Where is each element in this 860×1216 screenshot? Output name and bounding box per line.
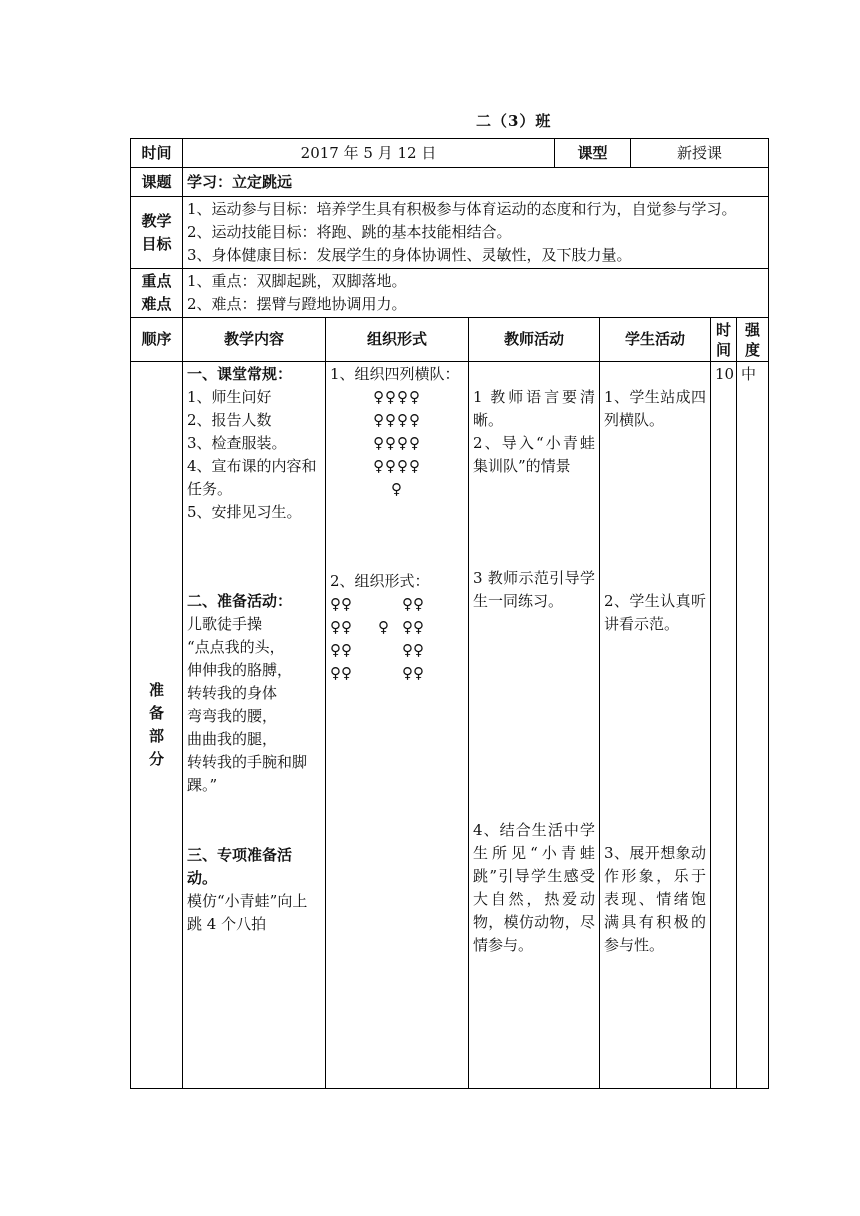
student-column xyxy=(600,362,711,1089)
header-organization: 组织形式 xyxy=(326,318,469,362)
formation-row: ♀♀♀♀ xyxy=(373,457,421,475)
objective-item: 1、运动参与目标：培养学生具有积极参与体育运动的态度和行为，自觉参与学习。 xyxy=(187,200,737,218)
part2-item: 转转我的手腕和脚踝。” xyxy=(187,753,308,794)
intensity-cell: 中 xyxy=(737,362,769,1089)
objectives-label: 教学 目标 xyxy=(131,197,183,269)
objective-item: 2、运动技能目标：将跑、跳的基本技能相结合。 xyxy=(187,223,512,241)
topic-label: 课题 xyxy=(131,168,183,197)
part2-teacher: 3 教师示范引导学生一同练习。 xyxy=(473,569,595,610)
part1-teacher-item: 1 教师语言要清晰。 xyxy=(473,388,595,429)
header-intensity: 强 度 xyxy=(737,318,769,362)
formation-row: ♀♀♀♀ xyxy=(373,388,421,406)
objective-item: 3、身体健康目标：发展学生的身体协调性、灵敏性，及下肢力量。 xyxy=(187,246,632,264)
formation-grid: ♀♀ ♀♀ ♀♀ ♀ ♀♀ ♀♀ ♀♀ ♀♀ ♀♀ xyxy=(330,595,424,682)
header-order: 顺序 xyxy=(131,318,183,362)
header-teacher: 教师活动 xyxy=(469,318,600,362)
part2-item: 儿歌徒手操 xyxy=(187,615,263,633)
part2-item: 弯弯我的腰， xyxy=(187,707,278,725)
key-points-list xyxy=(183,269,769,318)
course-type-label: 课型 xyxy=(555,139,631,168)
part2-item: 伸伸我的胳膊， xyxy=(187,661,293,679)
formation-row: ♀♀♀♀ xyxy=(373,434,421,452)
class-label: 二（3）班 xyxy=(476,112,552,130)
part2-org-title: 2、组织形式： xyxy=(330,572,430,590)
part1-item: 4、宣布课的内容和任务。 xyxy=(187,457,317,498)
part3-teacher: 4、结合生活中学生所见“小青蛙跳”引导学生感受大自然，热爱动物，模仿动物，尽情参与。 xyxy=(473,821,595,954)
topic-value: 学习：立定跳远 xyxy=(183,168,769,197)
teacher-column xyxy=(469,362,600,1089)
time-label: 时间 xyxy=(131,139,183,168)
part3-title: 三、专项准备活动。 xyxy=(187,846,293,887)
part1-title: 一、课堂常规： xyxy=(187,365,293,383)
header-student: 学生活动 xyxy=(600,318,711,362)
organization-column xyxy=(326,362,469,1089)
lesson-plan-table xyxy=(130,138,769,1089)
formation-four-rows xyxy=(330,386,464,501)
formation-teacher: ♀ xyxy=(391,480,403,498)
course-type-value: 新授课 xyxy=(631,139,769,168)
content-column xyxy=(183,362,326,1089)
part1-org-title: 1、组织四列横队： xyxy=(330,365,460,383)
part1-item: 1、师生问好 xyxy=(187,388,272,406)
header-time: 时 间 xyxy=(711,318,737,362)
time-cell: 10 xyxy=(711,362,737,1089)
key-points-label: 重点 难点 xyxy=(131,269,183,318)
header-content: 教学内容 xyxy=(183,318,326,362)
time-value: 2017 年 5 月 12 日 xyxy=(183,139,555,168)
part3-item: 模仿“小青蛙”向上跳 4 个八拍 xyxy=(187,892,308,933)
part2-item: “点点我的头， xyxy=(187,638,285,656)
part2-student: 2、学生认真听讲看示范。 xyxy=(604,592,707,633)
part1-teacher-item: 2、导入“小青蛙集训队”的情景 xyxy=(473,434,595,475)
part2-item: 转转我的身体 xyxy=(187,684,278,702)
key-point-item: 1、重点：双脚起跳，双脚落地。 xyxy=(187,272,407,290)
part3-student: 3、展开想象动作形象，乐于表现、情绪饱满具有积极的参与性。 xyxy=(604,844,707,954)
part1-student: 1、学生站成四列横队。 xyxy=(604,388,707,429)
objectives-list xyxy=(183,197,769,269)
part1-item: 3、检查服装。 xyxy=(187,434,287,452)
section-label: 准 备 部 分 xyxy=(131,362,183,1089)
part1-item: 2、报告人数 xyxy=(187,411,272,429)
formation-row: ♀♀♀♀ xyxy=(373,411,421,429)
part2-item: 曲曲我的腿， xyxy=(187,730,278,748)
part2-title: 二、准备活动： xyxy=(187,592,293,610)
part1-item: 5、安排见习生。 xyxy=(187,503,302,521)
key-point-item: 2、难点：摆臂与蹬地协调用力。 xyxy=(187,295,407,313)
